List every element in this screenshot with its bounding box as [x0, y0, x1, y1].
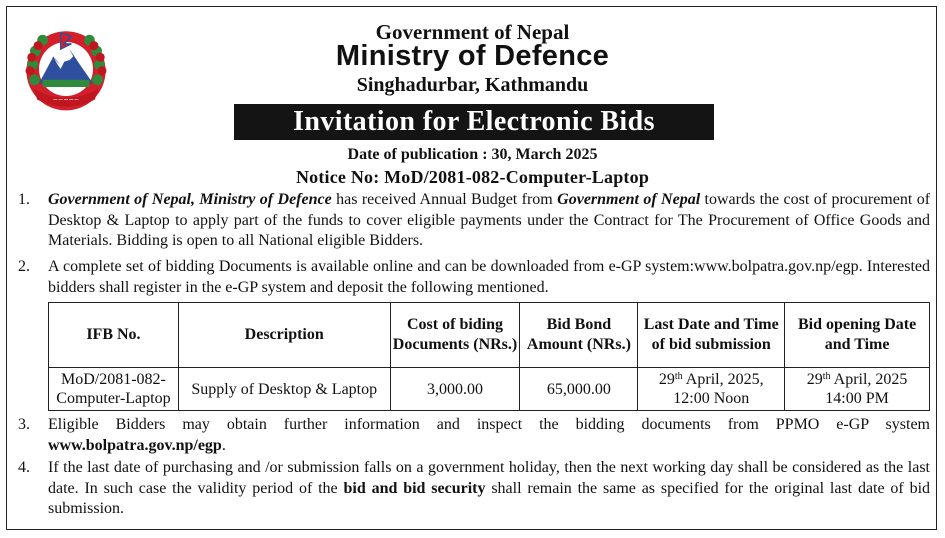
- notice-number: Notice No: MoD/2081-082-Computer-Laptop: [295, 167, 650, 187]
- opening-time: 14:00 PM: [825, 390, 889, 407]
- government-name: Government of Nepal: [375, 20, 570, 44]
- description-cell: Supply of Desktop & Laptop: [178, 368, 390, 411]
- bid-table: [48, 302, 930, 411]
- column-header: Cost of biding Documents (NRs.): [390, 303, 520, 368]
- cost-cell: 3,000.00: [390, 368, 520, 411]
- submission-day: 29: [658, 371, 675, 388]
- opening-date-cell: [785, 368, 930, 411]
- point-number: 3.: [18, 416, 30, 433]
- column-header: Bid Bond Amount (NRs.): [520, 303, 638, 368]
- bid-bond-cell: 65,000.00: [520, 368, 638, 411]
- point-1-text: [48, 190, 930, 252]
- point-4-body: If the last date of purchasing and /or submission falls on a government holiday, then the next working day shall be considered as the last date. In such case the validity period of the: [48, 459, 930, 497]
- point-1-emphasis: Government of Nepal, Ministry of Defence: [48, 191, 332, 208]
- column-header: IFB No.: [49, 303, 179, 368]
- egp-link[interactable]: www.bolpatra.gov.np/egp: [48, 436, 222, 454]
- submission-day-suffix: th: [674, 371, 683, 382]
- point-3-body: Eligible Bidders may obtain further information and inspect the bidding documents from PPMO e-GP system: [48, 416, 930, 433]
- table-row: [49, 368, 930, 411]
- page-title: Invitation for Electronic Bids: [234, 104, 714, 140]
- column-header: Description: [178, 303, 390, 368]
- submission-deadline-cell: [638, 368, 785, 411]
- point-1-body: has received Annual Budget from: [331, 191, 558, 208]
- opening-day-suffix: th: [822, 371, 831, 382]
- point-4-body-2: shall remain the same as specified for the original last date of bid submission.: [48, 479, 931, 517]
- point-number: 4.: [18, 459, 30, 476]
- point-1-body-2: towards the cost of procurement of Desktop & Laptop to apply part of the funds to cover eligible payments under the Contract for The Procurement of Office Goods and Materials. Bidding is open to all National eligible Bidders.: [48, 191, 931, 249]
- column-header: Bid opening Date and Time: [785, 303, 930, 368]
- point-number: 2.: [18, 258, 30, 275]
- submission-date: April, 2025,: [682, 371, 764, 388]
- point-1-emphasis-2: Government of Nepal: [557, 191, 701, 208]
- point-2-text: A complete set of bidding Documents is available online and can be downloaded from e-GP system:www.bolpatra.gov.np/egp. Interested bidders shall register in the e-GP system and deposit the following mentioned.: [48, 258, 930, 296]
- point-3-text: [48, 415, 930, 456]
- table-header-row: [49, 303, 930, 368]
- ministry-location: Singhadurbar, Kathmandu: [356, 74, 589, 96]
- opening-date: April, 2025: [830, 371, 908, 388]
- ministry-name: Ministry of Defence: [335, 40, 610, 72]
- point-4-emphasis: bid and bid security: [343, 479, 486, 497]
- point-4-text: [48, 458, 930, 520]
- column-header: Last Date and Time of bid submission: [638, 303, 785, 368]
- ifb-number-cell: MoD/2081-082-Computer-Laptop: [49, 368, 179, 411]
- publication-date: Date of publication : 30, March 2025: [347, 146, 598, 163]
- point-number: 1.: [18, 191, 30, 208]
- opening-day: 29: [806, 371, 823, 388]
- point-3-end: .: [221, 436, 226, 454]
- submission-time: 12:00 Noon: [673, 390, 750, 407]
- svg-text:~~~~~: ~~~~~: [52, 96, 80, 104]
